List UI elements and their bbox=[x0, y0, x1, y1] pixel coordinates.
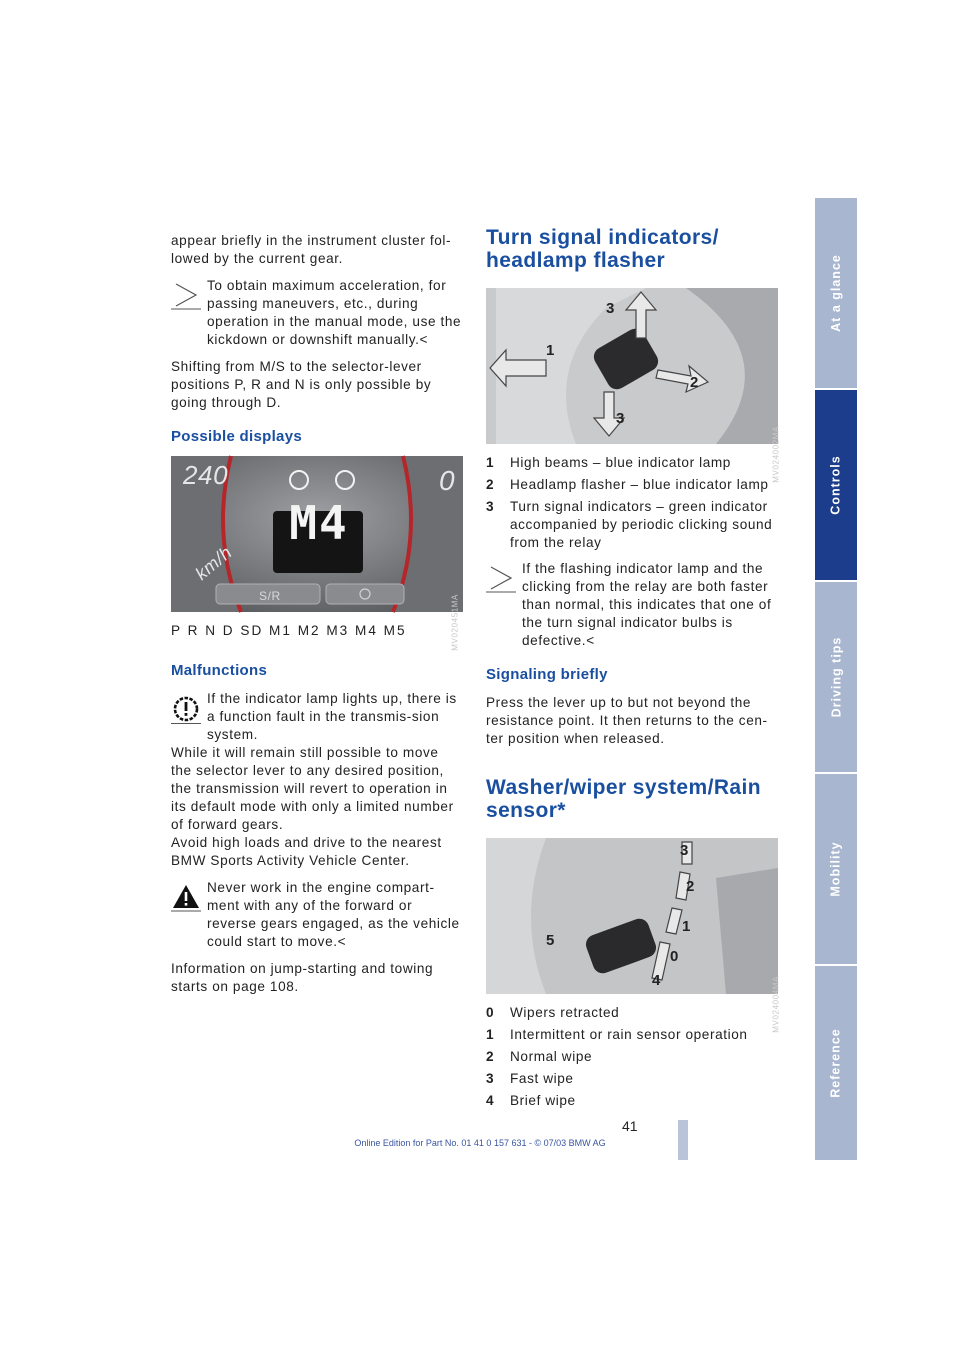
note-arrow-icon bbox=[171, 280, 201, 310]
list-item: 3 Turn signal indicators – green indicator accompanied by periodic clicking sound from the relay bbox=[486, 499, 773, 550]
sr-button-label: S/R bbox=[259, 589, 281, 603]
tip-note bbox=[171, 277, 463, 349]
warning-note bbox=[171, 879, 463, 951]
arrow-number-0: 0 bbox=[670, 948, 679, 965]
warning-note-text: Never work in the engine compart-ment with any of the forward or reverse gears engaged, as the vehicle could start to move. bbox=[207, 880, 460, 949]
speed-label-0: 0 bbox=[439, 465, 456, 496]
tip-note-text: To obtain maximum acceleration, for passing maneuvers, etc., during operation in the manual mode, use the kickdown or downshift manually. bbox=[207, 278, 462, 347]
image-code: MV020451MA bbox=[451, 594, 460, 651]
turn-signal-heading: Turn signal indicators/ headlamp flasher bbox=[486, 226, 719, 272]
list-item: 2 Headlamp flasher – blue indicator lamp bbox=[486, 477, 769, 492]
shifting-paragraph: Shifting from M/S to the selector-lever positions P, R and N is only possible by going through D. bbox=[171, 359, 432, 410]
possible-displays-heading: Possible displays bbox=[171, 428, 302, 445]
gear-warning-icon bbox=[171, 694, 201, 724]
page-number: 41 bbox=[622, 1118, 638, 1134]
list-item: 1 Intermittent or rain sensor operation bbox=[486, 1027, 748, 1042]
malfunction-paragraph-2: Avoid high loads and drive to the nearest BMW Sports Activity Vehicle Center. bbox=[171, 835, 442, 868]
malfunction-note bbox=[171, 690, 463, 744]
list-item: 0 Wipers retracted bbox=[486, 1005, 620, 1020]
end-marker: < bbox=[419, 332, 429, 347]
jump-start-paragraph: Information on jump-starting and towing starts on page 108. bbox=[171, 961, 434, 994]
end-marker: < bbox=[337, 934, 347, 949]
arrow-number-2: 2 bbox=[690, 374, 699, 391]
speed-label-240: 240 bbox=[183, 460, 229, 490]
sidebar-tab-mobility[interactable]: Mobility bbox=[815, 774, 857, 964]
image-code: MV024004MA bbox=[772, 976, 781, 1033]
arrow-number-5: 5 bbox=[546, 932, 555, 949]
right-column bbox=[486, 226, 781, 1118]
list-item: 3 Fast wipe bbox=[486, 1071, 574, 1086]
left-column bbox=[171, 232, 463, 1005]
sidebar-tab-driving-tips[interactable]: Driving tips bbox=[815, 582, 857, 772]
gear-display: M4 bbox=[289, 496, 349, 550]
wiper-legend bbox=[486, 1004, 778, 1110]
end-marker: < bbox=[586, 633, 595, 648]
gears-list: P R N D SD M1 M2 M3 M4 M5 bbox=[171, 623, 407, 638]
arrow-number-3: 3 bbox=[680, 842, 689, 859]
list-item: 2 Normal wipe bbox=[486, 1049, 593, 1064]
turn-signal-note-text: If the flashing indicator lamp and the clicking from the relay are both faster than normal, this indicates that one of the turn signal indicator bulbs is defective. bbox=[522, 561, 772, 648]
warning-triangle-icon bbox=[171, 882, 201, 912]
arrow-number-4: 4 bbox=[652, 972, 661, 989]
malfunction-paragraph-1: While it will remain still possible to move the selector lever to any desired position, the transmission will revert to operation in its default mode with only a limited number of forward gears. bbox=[171, 745, 454, 832]
signaling-briefly-text: Press the lever up to but not beyond the resistance point. It then returns to the cen-ter position when released. bbox=[486, 695, 768, 746]
turn-signal-legend bbox=[486, 454, 778, 552]
list-item: 4 Brief wipe bbox=[486, 1093, 576, 1108]
sidebar-tab-controls[interactable]: Controls bbox=[815, 390, 857, 580]
arrow-number-3-top: 3 bbox=[606, 300, 615, 317]
list-item: 1 High beams – blue indicator lamp bbox=[486, 455, 731, 470]
arrow-number-1: 1 bbox=[546, 342, 555, 359]
sidebar-tab-reference[interactable]: Reference bbox=[815, 966, 857, 1160]
arrow-number-3-bottom: 3 bbox=[616, 410, 625, 427]
speed-unit-label: km/h bbox=[191, 542, 236, 584]
malfunction-note-text: If the indicator lamp lights up, there is a function fault in the transmis-sion system. bbox=[207, 691, 457, 742]
washer-wiper-heading: Washer/wiper system/Rain sensor* bbox=[486, 776, 761, 822]
note-arrow-icon bbox=[486, 563, 516, 593]
image-code: MV024002MA bbox=[772, 426, 781, 483]
intro-paragraph: appear briefly in the instrument cluster fol-lowed by the current gear. bbox=[171, 233, 452, 266]
malfunctions-heading: Malfunctions bbox=[171, 662, 268, 679]
turn-signal-note bbox=[486, 560, 778, 650]
arrow-number-2: 2 bbox=[686, 878, 695, 895]
arrow-number-1: 1 bbox=[682, 918, 691, 935]
sidebar-tab-at-a-glance[interactable]: At a glance bbox=[815, 198, 857, 388]
footer-text: Online Edition for Part No. 01 41 0 157 631 - © 07/03 BMW AG bbox=[354, 1138, 606, 1148]
signaling-briefly-heading: Signaling briefly bbox=[486, 666, 608, 683]
